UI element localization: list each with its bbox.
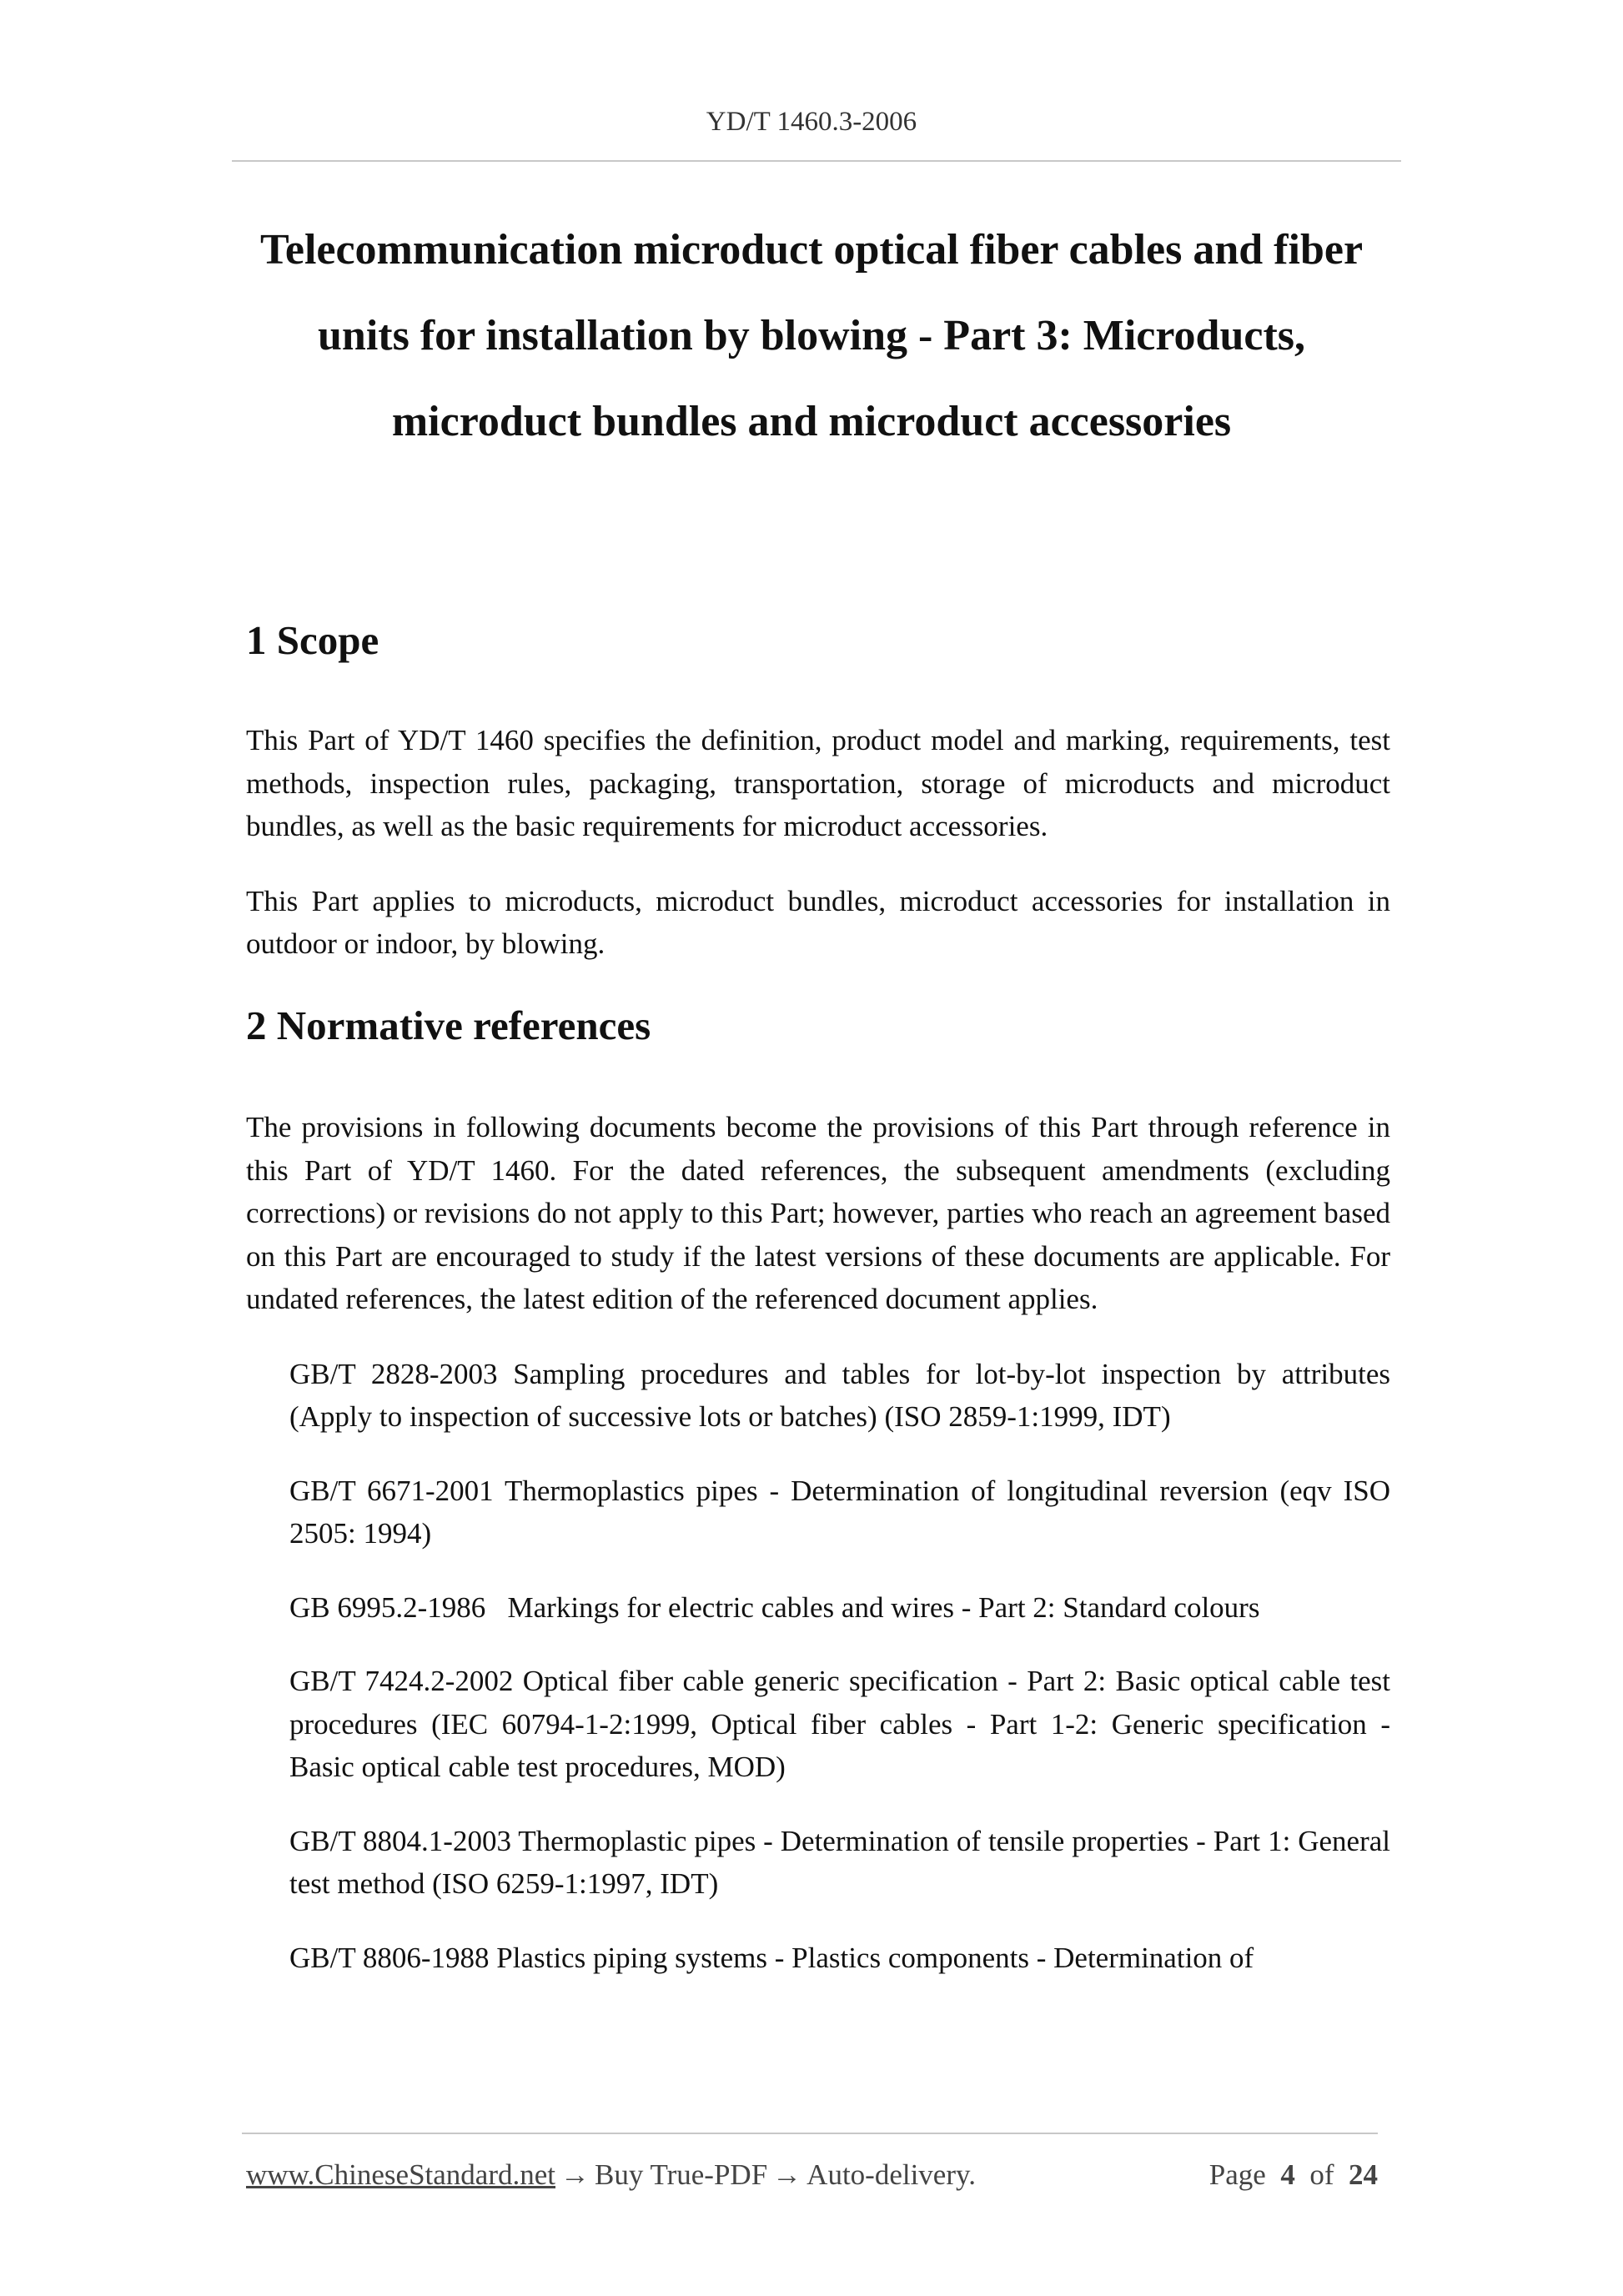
buy-pdf-text: Buy True-PDF (595, 2158, 768, 2191)
reference-item: GB/T 7424.2-2002 Optical fiber cable generic specification - Part 2: Basic optical cable test procedures (IEC 60794-1-2:1999, Optical fiber cables - Part 1-2: Generic specification - Basic optical cable test procedures, MOD) (289, 1665, 1390, 1784)
total-pages-number: 24 (1349, 2158, 1378, 2191)
reference-item: GB/T 8806-1988 Plastics piping systems - Plastics components - Determination of (289, 1941, 1254, 1974)
footer-promo (246, 2158, 976, 2192)
normative-intro-paragraph: The provisions in following documents become the provisions of this Part through reference in this Part of YD/T 1460. For the dated references, the subsequent amendments (excluding corrections) or revisions do not apply to this Part; however, parties who reach an agreement based on this Part are encouraged to study if the latest versions of these documents are applicable. For undated references, the latest edition of the referenced document applies. (246, 1111, 1390, 1316)
scope-paragraph: This Part of YD/T 1460 specifies the definition, product model and marking, requirements, test methods, inspection rules, packaging, transportation, storage of microducts and microduct bundles, as well as the basic requirements for microduct accessories. (246, 724, 1390, 843)
site-link[interactable]: www.ChineseStandard.net (246, 2158, 555, 2191)
title-line: Telecommunication microduct optical fiber cables and fiber (259, 226, 1364, 274)
header-divider (232, 160, 1401, 162)
auto-delivery-text: Auto-delivery. (806, 2158, 976, 2191)
section-heading-scope: 1 Scope (246, 617, 379, 663)
page-footer (246, 2158, 1378, 2192)
current-page-number: 4 (1280, 2158, 1295, 2191)
arrow-right-icon: → (772, 2158, 802, 2191)
title-line: units for installation by blowing - Part 3: Microducts, (317, 312, 1305, 359)
title-line: microduct bundles and microduct accessories (391, 398, 1232, 445)
reference-item: GB 6995.2-1986 Markings for electric cables and wires - Part 2: Standard colours (289, 1590, 1260, 1624)
running-header: YD/T 1460.3-2006 (706, 107, 917, 137)
reference-item: GB/T 2828-2003 Sampling procedures and tables for lot-by-lot inspection by attributes (Apply to inspection of successive lots or batches) (ISO 2859-1:1999, IDT) (289, 1357, 1390, 1434)
section-heading-normative-references: 2 Normative references (246, 1002, 651, 1048)
document-title (200, 207, 1423, 465)
reference-item: GB/T 8804.1-2003 Thermoplastic pipes - Determination of tensile properties - Part 1: General test method (ISO 6259-1:1997, IDT) (289, 1824, 1390, 1901)
page-indicator (1209, 2158, 1378, 2192)
of-label: of (1309, 2158, 1334, 2191)
arrow-right-icon: → (560, 2158, 590, 2191)
document-body (246, 617, 1390, 1979)
footer-divider (242, 2133, 1378, 2134)
page-label: Page (1208, 2158, 1266, 2191)
reference-item: GB/T 6671-2001 Thermoplastics pipes - Determination of longitudinal reversion (eqv ISO 2505: 1994) (289, 1474, 1390, 1550)
scope-paragraph: This Part applies to microducts, microduct bundles, microduct accessories for installation in outdoor or indoor, by blowing. (246, 884, 1390, 961)
